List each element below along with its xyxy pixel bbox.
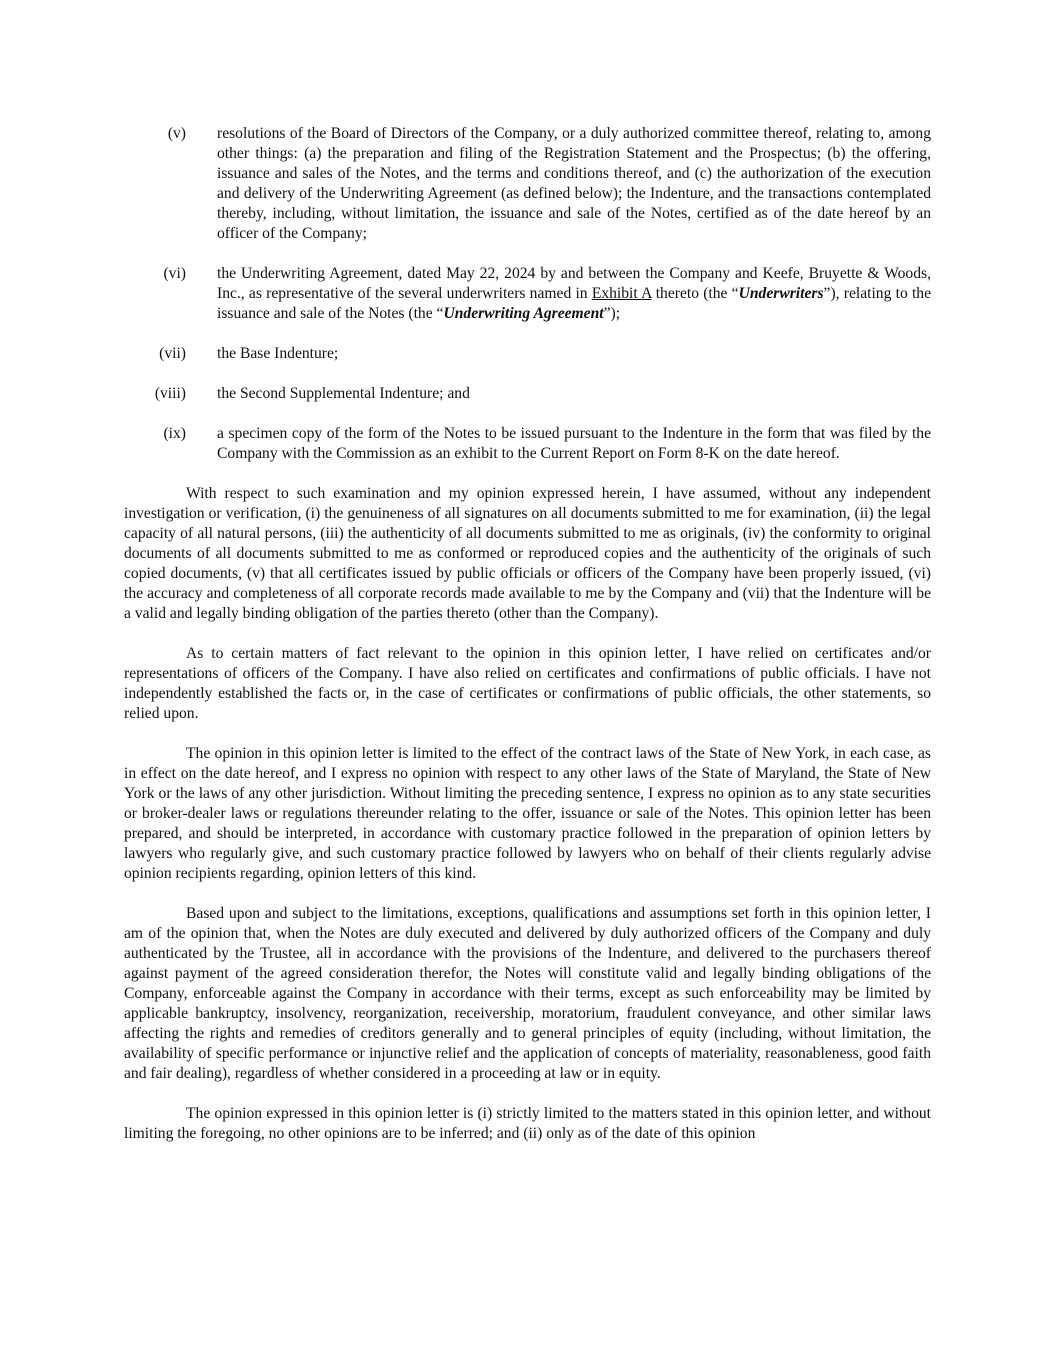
paragraph-limitation: The opinion expressed in this opinion letter is (i) strictly limited to the matters stated in this opinion letter, and without limiting the foregoing, no other opinions are to be inferred; and (ii) only as of the date of this opinion [124, 1105, 931, 1142]
item-text-part: the Underwriting Agreement, dated May 22, 2024 by and between the Company and Keefe, Bruyette & Woods, Inc., as representative of the several underwriters named in [217, 265, 931, 302]
item-text-part: thereto (the “ [651, 285, 739, 302]
item-text: a specimen copy of the form of the Notes to be issued pursuant to the Indenture in the form that was filed by the Company with the Commission as an exhibit to the Current Report on Form 8-K on the date hereof. [217, 425, 931, 462]
document-page [124, 124, 931, 1144]
item-text: the Base Indenture; [217, 345, 339, 362]
defined-term-underwriting-agreement: Underwriting Agreement [443, 305, 604, 322]
item-text-part: ”); [603, 305, 621, 322]
list-item-vii [124, 344, 931, 364]
exhibit-a-reference: Exhibit A [591, 285, 652, 302]
list-item-ix [124, 424, 931, 464]
list-item-vi [124, 264, 931, 324]
item-number: (viii) [154, 385, 186, 402]
item-text: the Second Supplemental Indenture; and [217, 385, 470, 402]
list-item-viii [124, 384, 931, 404]
item-number: (vii) [159, 345, 186, 362]
defined-term-underwriters: Underwriters [738, 285, 824, 302]
item-text: resolutions of the Board of Directors of the Company, or a duly authorized committee thereof, relating to, among other things: (a) the preparation and filing of the Registration Statement and the Prospectus; (b) the offering, issuance and sales of the Notes, and the terms and conditions thereof, and (c) the authorization of the execution and delivery of the Underwriting Agreement (as defined below); the Indenture, and the transactions contemplated thereby, including, without limitation, the issuance and sale of the Notes, certified as of the date hereof by an officer of the Company; [217, 125, 931, 242]
item-number: (ix) [163, 425, 186, 442]
paragraph-scope: The opinion in this opinion letter is limited to the effect of the contract laws of the State of New York, in each case, as in effect on the date hereof, and I express no opinion with respect to any other laws of the State of Maryland, the State of New York or the laws of any other jurisdiction. Without limiting the preceding sentence, I express no opinion as to any state securities or broker-dealer laws or regulations thereunder relating to the offer, issuance or sale of the Notes. This opinion letter has been prepared, and should be interpreted, in accordance with customary practice followed in the preparation of opinion letters by lawyers who regularly give, and such customary practice followed by lawyers who on behalf of their clients regularly advise opinion recipients regarding, opinion letters of this kind. [124, 745, 931, 882]
item-number: (v) [167, 125, 186, 142]
item-number: (vi) [163, 265, 186, 282]
item-text-part: ”), relating to the issuance and sale of the Notes (the “ [217, 285, 932, 322]
item-text [217, 264, 931, 324]
paragraph-reliance: As to certain matters of fact relevant to the opinion in this opinion letter, I have relied on certificates and/or representations of officers of the Company. I have also relied on certificates and confirmations of public officials. I have not independently established the facts or, in the case of certificates or confirmations of public officials, the other statements, so relied upon. [124, 645, 931, 722]
list-item-v [124, 124, 931, 244]
paragraph-opinion: Based upon and subject to the limitations, exceptions, qualifications and assumptions set forth in this opinion letter, I am of the opinion that, when the Notes are duly executed and delivered by duly authorized officers of the Company and duly authenticated by the Trustee, all in accordance with the provisions of the Indenture, and delivered to the purchasers thereof against payment of the agreed consideration therefor, the Notes will constitute valid and legally binding obligations of the Company, enforceable against the Company in accordance with their terms, except as such enforceability may be limited by applicable bankruptcy, insolvency, reorganization, receivership, moratorium, fraudulent conveyance, and other similar laws affecting the rights and remedies of creditors generally and to general principles of equity (including, without limitation, the availability of specific performance or injunctive relief and the application of concepts of materiality, reasonableness, good faith and fair dealing), regardless of whether considered in a proceeding at law or in equity. [124, 905, 931, 1082]
paragraph-assumptions: With respect to such examination and my opinion expressed herein, I have assumed, without any independent investigation or verification, (i) the genuineness of all signatures on all documents submitted to me for examination, (ii) the legal capacity of all natural persons, (iii) the authenticity of all documents submitted to me as originals, (iv) the conformity to original documents of all documents submitted to me as conformed or reproduced copies and the authenticity of the originals of such copied documents, (v) that all certificates issued by public officials or officers of the Company have been properly issued, (vi) the accuracy and completeness of all corporate records made available to me by the Company and (vii) that the Indenture will be a valid and legally binding obligation of the parties thereto (other than the Company). [124, 485, 931, 622]
